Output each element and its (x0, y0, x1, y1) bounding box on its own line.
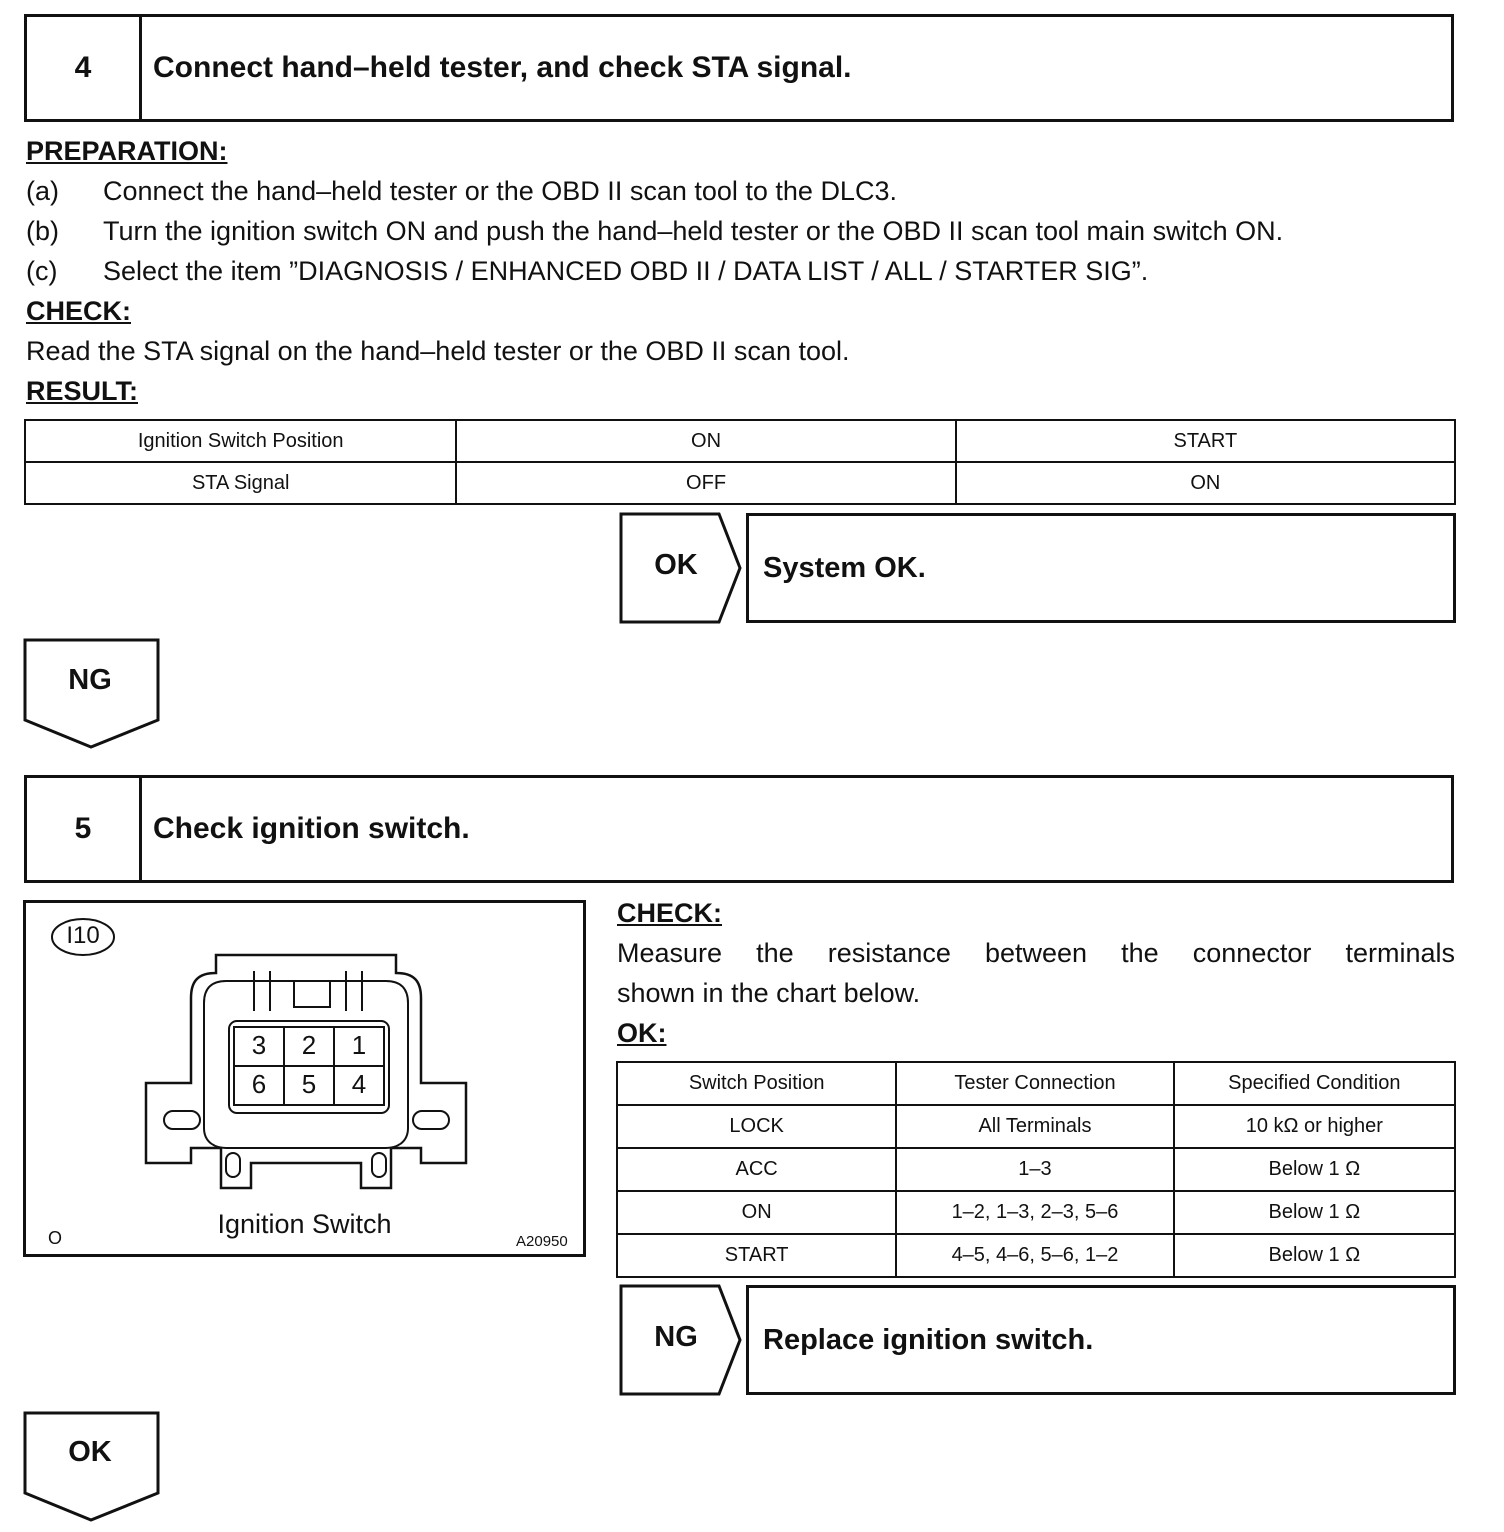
spec-header-cell: Tester Connection (896, 1062, 1173, 1105)
result-cell: ON (456, 420, 955, 462)
spec-cell: 10 kΩ or higher (1174, 1105, 1455, 1148)
prep-item-a-label: (a) (26, 176, 59, 206)
terminal-5: 5 (301, 1069, 317, 1099)
connector-code: I10 (66, 922, 100, 949)
check-text-5-line1: Measure the resistance between the connector terminals (617, 938, 1455, 968)
result-heading: RESULT: (26, 376, 138, 406)
ok-arrow-label-5: OK (68, 1436, 112, 1468)
step-5-header (24, 775, 1454, 883)
ok-arrow-label-4: OK (654, 549, 698, 581)
spec-cell: LOCK (617, 1105, 896, 1148)
spec-header-cell: Switch Position (617, 1062, 896, 1105)
table-row (617, 1105, 1455, 1148)
spec-cell: Below 1 Ω (1174, 1191, 1455, 1234)
spec-cell: Below 1 Ω (1174, 1234, 1455, 1277)
result-cell: ON (956, 462, 1455, 504)
terminal-4: 4 (351, 1069, 367, 1099)
check-text-4: Read the STA signal on the hand–held tester or the OBD II scan tool. (26, 336, 850, 366)
ok-heading: OK: (617, 1018, 667, 1048)
ng-arrow-label-5: NG (654, 1321, 698, 1353)
spec-cell: 4–5, 4–6, 5–6, 1–2 (896, 1234, 1173, 1277)
step-4-header (24, 14, 1454, 122)
check-heading-4: CHECK: (26, 296, 131, 326)
terminal-1: 1 (351, 1030, 367, 1060)
figure-corner-mark: O (48, 1228, 63, 1248)
table-row (617, 1148, 1455, 1191)
check-heading-5: CHECK: (617, 898, 722, 928)
table-row (25, 462, 1455, 504)
figure-id: A20950 (516, 1233, 568, 1250)
result-cell: START (956, 420, 1455, 462)
prep-item-c-text: Select the item ”DIAGNOSIS / ENHANCED OBD II / DATA LIST / ALL / STARTER SIG”. (103, 256, 1149, 286)
spec-cell: ON (617, 1191, 896, 1234)
spec-cell: START (617, 1234, 896, 1277)
system-ok-box: System OK. (746, 513, 1456, 623)
terminal-6: 6 (251, 1069, 267, 1099)
check-text-5-line2: shown in the chart below. (617, 978, 921, 1008)
spec-table (616, 1061, 1456, 1278)
connector-latch (294, 981, 330, 1007)
prep-item-a-text: Connect the hand–held tester or the OBD II scan tool to the DLC3. (103, 176, 897, 206)
spec-header-cell: Specified Condition (1174, 1062, 1455, 1105)
ng-arrow-label-4: NG (68, 664, 112, 696)
step-4-number: 4 (27, 17, 142, 119)
spec-cell: Below 1 Ω (1174, 1148, 1455, 1191)
prep-item-c-label: (c) (26, 256, 58, 286)
connector-figure (23, 900, 586, 1257)
prep-item-b-label: (b) (26, 216, 59, 246)
table-row (617, 1191, 1455, 1234)
spec-cell: All Terminals (896, 1105, 1173, 1148)
result-cell: Ignition Switch Position (25, 420, 456, 462)
result-cell: OFF (456, 462, 955, 504)
result-cell: STA Signal (25, 462, 456, 504)
prep-item-b-text: Turn the ignition switch ON and push the hand–held tester or the OBD II scan tool main switch ON. (103, 216, 1284, 246)
spec-cell: 1–2, 1–3, 2–3, 5–6 (896, 1191, 1173, 1234)
table-header-row (617, 1062, 1455, 1105)
step-5-title: Check ignition switch. (153, 812, 470, 845)
terminal-3: 3 (251, 1030, 267, 1060)
spec-cell: 1–3 (896, 1148, 1173, 1191)
spec-cell: ACC (617, 1148, 896, 1191)
replace-switch-box: Replace ignition switch. (746, 1285, 1456, 1395)
table-row (617, 1234, 1455, 1277)
terminal-2: 2 (301, 1030, 317, 1060)
right-mount-slot (413, 1111, 449, 1129)
table-row (25, 420, 1455, 462)
step-5-number: 5 (27, 778, 142, 880)
left-mount-slot (164, 1111, 200, 1129)
step-4-title: Connect hand–held tester, and check STA signal. (153, 51, 852, 84)
figure-caption: Ignition Switch (217, 1209, 392, 1239)
result-table (24, 419, 1456, 505)
preparation-heading: PREPARATION: (26, 136, 228, 166)
